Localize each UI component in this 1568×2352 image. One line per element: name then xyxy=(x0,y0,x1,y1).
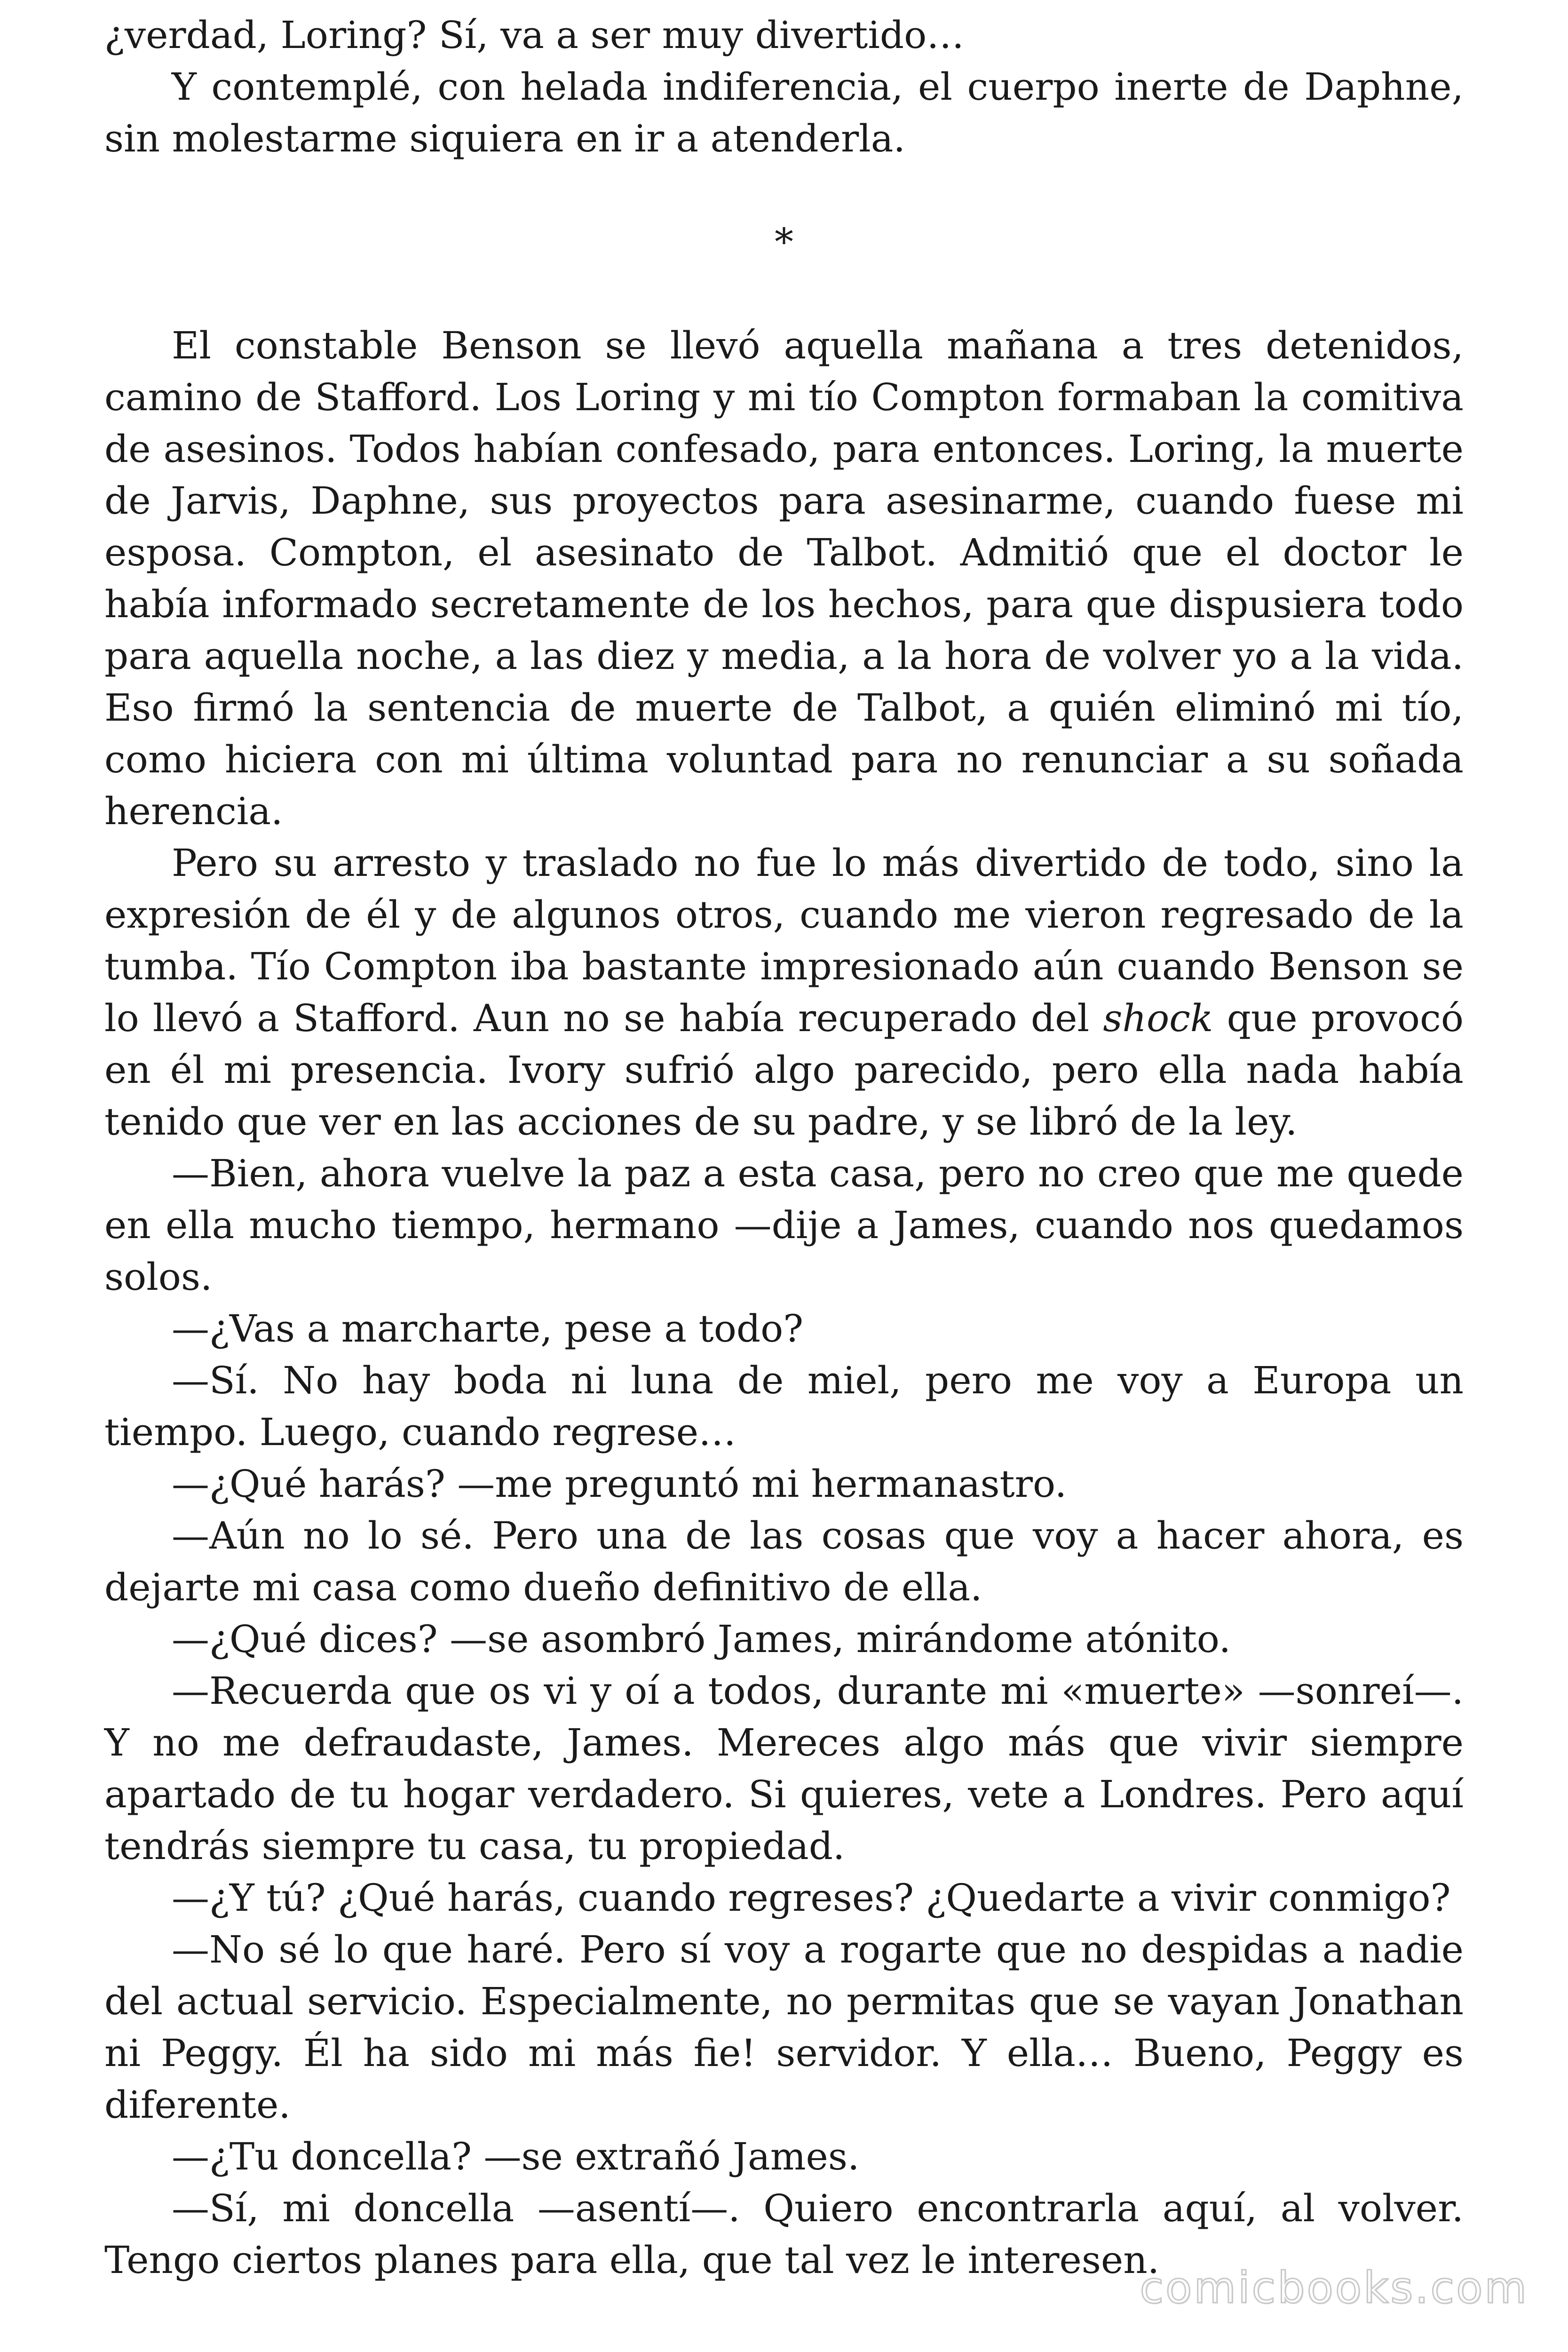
dialogue-line: —Aún no lo sé. Pero una de las cosas que voy a hacer ahora, es dejarte mi casa como dueño definitivo de ella. xyxy=(104,1514,1464,1609)
paragraph-text: que provocó en él mi presencia. Ivory sufrió algo parecido, pero ella nada había tenido que ver en las acciones de su padre, y se libró de la ley. xyxy=(104,996,1464,1144)
paragraph xyxy=(104,837,1464,1148)
dialogue-line: —No sé lo que haré. Pero sí voy a rogarte que no despidas a nadie del actual servicio. Especialmente, no permitas que se vayan Jonathan ni Peggy. Él ha sido mi más fie! servidor. Y ella… Bueno, Peggy es diferente. xyxy=(104,1928,1464,2127)
watermark: comicbooks.com xyxy=(1140,2263,1528,2313)
dialogue-line: —Sí. No hay boda ni luna de miel, pero me voy a Europa un tiempo. Luego, cuando regrese… xyxy=(104,1359,1464,1454)
paragraph: El constable Benson se llevó aquella mañana a tres detenidos, camino de Stafford. Los Loring y mi tío Compton formaban la comitiva de asesinos. Todos habían confesado, para entonces. Loring, la muerte de Jarvis, Daphne, sus proyectos para asesinarme, cuando fuese mi esposa. Compton, el asesinato de Talbot. Admitió que el doctor le había informado secretamente de los hechos, para que dispusiera todo para aquella noche, a las diez y media, a la hora de volver yo a la vida. Eso firmó la sentencia de muerte de Talbot, a quién eliminó mi tío, como hiciera con mi última voluntad para no renunciar a su soñada herencia. xyxy=(104,324,1464,833)
dialogue-line: —¿Y tú? ¿Qué harás, cuando regreses? ¿Quedarte a vivir conmigo? xyxy=(172,1876,1451,1920)
dialogue-line: —Bien, ahora vuelve la paz a esta casa, pero no creo que me quede en ella mucho tiempo, hermano —dije a James, cuando nos quedamos solos. xyxy=(104,1152,1464,1299)
paragraph: ¿verdad, Loring? Sí, va a ser muy divertido… xyxy=(104,13,965,57)
section-separator: * xyxy=(775,220,793,264)
dialogue-line: —¿Qué harás? —me preguntó mi hermanastro. xyxy=(172,1462,1067,1506)
paragraph-text: Pero su arresto y traslado no fue lo más divertido de todo, sino la expresión de él y de algunos otros, cuando me vieron regresado de la tumba. Tío Compton iba bastante impresionado aún cuando Benson se lo llevó a Stafford. Aun no se había recuperado del xyxy=(104,841,1464,1040)
dialogue-line: —¿Vas a marcharte, pese a todo? xyxy=(172,1307,804,1351)
dialogue-line: —¿Qué dices? —se asombró James, mirándome atónito. xyxy=(172,1617,1231,1661)
italic-word: shock xyxy=(1103,996,1213,1040)
dialogue-line: —Sí, mi doncella —asentí—. Quiero encontrarla aquí, al volver. Tengo ciertos planes para ella, que tal vez le interesen. xyxy=(104,2186,1464,2282)
dialogue-line: —Recuerda que os vi y oí a todos, durante mi «muerte» —sonreí—. Y no me defraudaste, James. Mereces algo más que vivir siempre apartado de tu hogar verdadero. Si quieres, vete a Londres. Pero aquí tendrás siempre tu casa, tu propiedad. xyxy=(104,1669,1464,1868)
book-page xyxy=(104,9,1464,2286)
paragraph: Y contemplé, con helada indiferencia, el cuerpo inerte de Daphne, sin molestarme siquiera en ir a atenderla. xyxy=(104,65,1464,160)
dialogue-line: —¿Tu doncella? —se extrañó James. xyxy=(172,2135,860,2178)
